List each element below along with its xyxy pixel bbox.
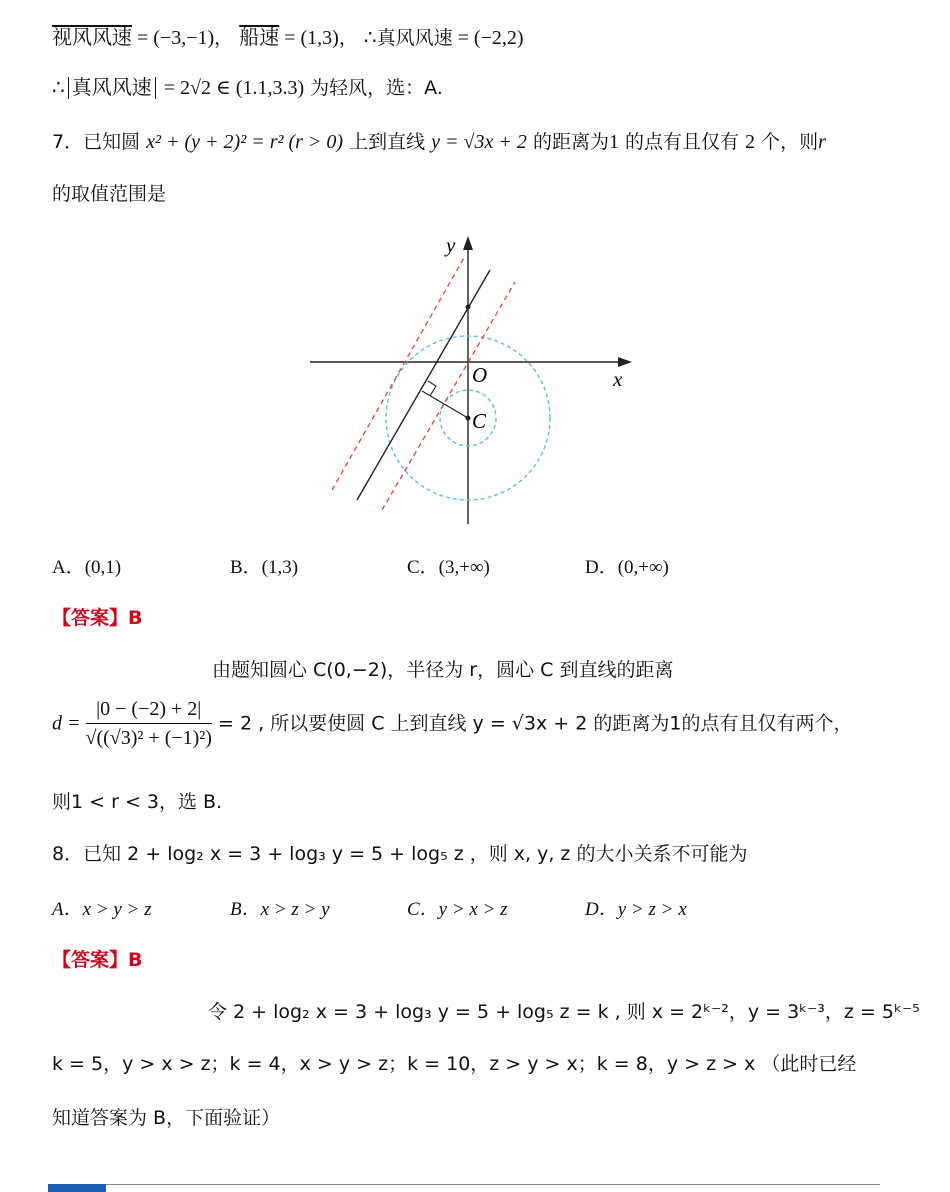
point-intercept — [466, 305, 471, 310]
abs-true-wind: 真风风速 — [68, 77, 156, 99]
main-line — [357, 270, 490, 500]
circle-equation: x² + (y + 2)² = r² (r > 0) — [146, 131, 344, 153]
center-label: C — [472, 409, 487, 433]
solution-8-line-1: 令 2 + log₂ x = 3 + log₃ y = 5 + log₅ z = k , 则 x = 2ᵏ⁻²，y = 3ᵏ⁻³，z = 5ᵏ⁻⁵ — [208, 1001, 920, 1023]
boat-speed-label: 船速 — [239, 27, 280, 49]
true-wind-label: 真风风速 — [376, 27, 453, 49]
x-label: x — [613, 367, 623, 391]
q7-option-d: D．(0,+∞) — [585, 557, 669, 578]
q7-text: 的点有且仅有 — [618, 131, 746, 153]
q8-option-a: A．x > y > z — [52, 899, 152, 920]
question-7-number: 7．已知圆 — [52, 131, 147, 153]
question-7 — [52, 128, 826, 156]
q8-option-b: B．x > z > y — [230, 899, 330, 920]
line-equation: y = √3x + 2 — [431, 131, 527, 153]
point-center — [466, 416, 471, 421]
conclusion-text: 为轻风，选：A. — [304, 77, 443, 99]
q7-option-a: A．(0,1) — [52, 557, 122, 578]
x-axis-arrow — [618, 357, 632, 367]
boat-speed-value: = (1,3) — [279, 27, 339, 49]
q7-r: r — [818, 131, 826, 153]
solution-7-line-1: 由题知圆心 C(0,−2)，半径为 r，圆心 C 到直线的距离 — [212, 659, 674, 681]
therefore-symbol: ∴ — [52, 77, 65, 99]
separator: ， — [214, 27, 234, 49]
answer-7: 【答案】B — [52, 607, 143, 629]
footer-rule — [48, 1184, 880, 1185]
q7-text: 个，则 — [755, 131, 819, 153]
distance-fraction — [86, 698, 212, 750]
dashed-line-upper — [332, 256, 465, 490]
line-2 — [52, 74, 443, 102]
q8-option-c: C．y > x > z — [407, 899, 508, 920]
solution-7-line-2 — [52, 698, 852, 750]
solution-8-line-2: k = 5，y > x > z；k = 4，x > y > z；k = 10，z > y > x；k = 8，y > z > x （此时已经 — [52, 1053, 857, 1075]
origin-label: O — [472, 363, 488, 387]
therefore-symbol: ∴ — [363, 27, 377, 49]
true-wind-value: = (−2,2) — [452, 27, 524, 49]
q8-option-d: D．y > z > x — [585, 899, 687, 920]
answer-8: 【答案】B — [52, 949, 143, 971]
y-label: y — [446, 233, 456, 257]
q7-option-b: B．(1,3) — [230, 557, 299, 578]
magnitude-eq: = 2√2 ∈ (1.1,3.3) — [158, 77, 305, 99]
line-1 — [52, 24, 524, 52]
q7-text: 的取值范围是 — [52, 183, 167, 205]
footer-accent — [48, 1184, 106, 1192]
fraction-numerator: |0 − (−2) + 2| — [86, 698, 212, 724]
question-7-cont — [52, 180, 166, 208]
dashed-line-lower — [382, 282, 515, 510]
solution-8-line-3: 知道答案为 B，下面验证） — [52, 1107, 281, 1129]
apparent-wind-label: 视风风速 — [52, 27, 132, 49]
q7-text: 上到直线 — [343, 131, 432, 153]
perpendicular — [422, 391, 468, 418]
solution-7-line-3: 则1 < r < 3，选 B. — [52, 791, 223, 813]
coordinate-figure — [300, 228, 640, 538]
solution-7-text: = 2 , 所以要使圆 C 上到直线 y = √3x + 2 的距离为1的点有且仅有两个， — [211, 712, 853, 735]
q7-distance: 1 — [608, 131, 619, 153]
right-angle-mark — [428, 381, 436, 396]
q7-count: 2 — [745, 131, 756, 153]
q7-option-c: C．(3,+∞) — [407, 557, 490, 578]
fraction-denominator: √((√3)² + (−1)²) — [85, 727, 212, 749]
question-8: 8．已知 2 + log₂ x = 3 + log₃ y = 5 + log₅ z ，则 x, y, z 的大小关系不可能为 — [52, 843, 748, 865]
q7-text: 的距离为 — [526, 131, 609, 153]
distance-label: d = — [52, 712, 86, 735]
apparent-wind-value: = (−3,−1) — [132, 27, 215, 49]
y-axis-arrow — [463, 236, 473, 250]
separator: ， — [338, 27, 358, 49]
